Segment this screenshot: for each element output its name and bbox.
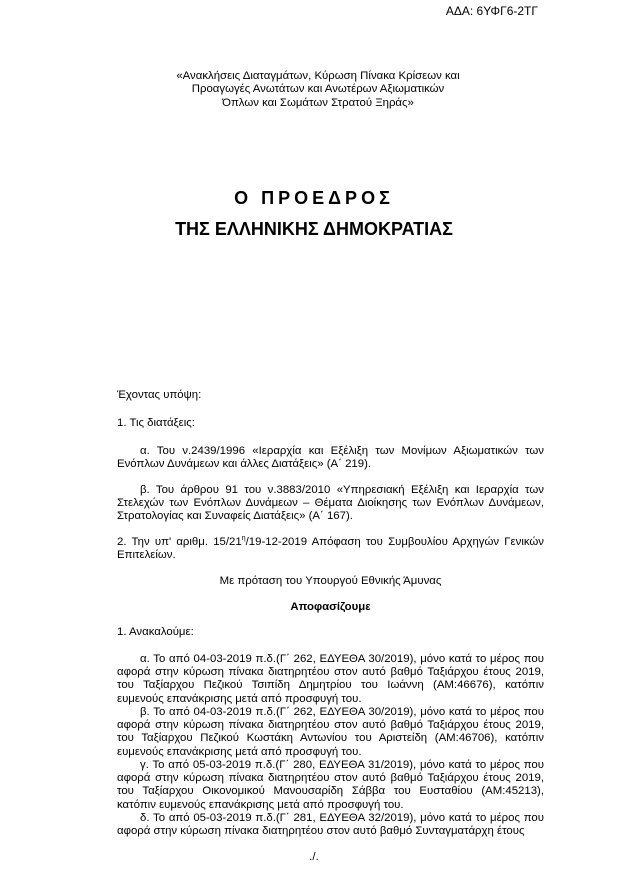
preamble-item-1b: β. Του άρθρου 91 του ν.3883/2010 «Υπηρεσιακή Εξέλιξη και Ιεραρχία των Στελεχών των Ενόπλων Δυνάμεων – Θέματα Διοίκησης των Ενόπλων Δυνάμεων, Στρατολογίας και Συναφείς Διατάξεις» (Α΄ 167). <box>117 484 544 523</box>
decision-item-c: γ. Το από 05-03-2019 π.δ.(Γ΄ 280, ΕΔΥΕΘΑ 31/2019), μόνο κατά το μέρος που αφορά στην κύρωση πίνακα διατηρητέου στον αυτό βαθμό Ταξιάρχου έτους 2019, του Ταξίαρχου Οικονομικού Μανουσαρίδη Σάββα του Ευσταθίου (ΑΜ:45213), κατόπιν ευμενούς επανάκρισης μετά από προσφυγή του. <box>117 759 544 811</box>
document-subject <box>168 70 468 110</box>
subject-line-2: Προαγωγές Ανωτάτων και Ανωτέρων Αξιωματικών <box>191 83 445 96</box>
preamble-item-2-post: /19-12-2019 Απόφαση του Συμβουλίου Αρχηγών Γενικών Επιτελείων. <box>117 536 545 562</box>
having-regard: Έχοντας υπόψη: <box>117 389 202 401</box>
proposal-line: Με πρόταση του Υπουργού Εθνικής Άμυνας <box>219 575 442 587</box>
preamble-item-1a: α. Του ν.2439/1996 «Ιεραρχία και Εξέλιξη των Μονίμων Αξιωματικών των Ενόπλων Δυνάμεων και άλλες Διατάξεις» (Α΄ 219). <box>117 445 544 471</box>
preamble-item-2-sup: η <box>241 535 246 543</box>
decision-item-a: α. Το από 04-03-2019 π.δ.(Γ΄ 262, ΕΔΥΕΘΑ 30/2019), μόνο κατά το μέρος που αφορά στην κύρωση πίνακα διατηρητέου στον αυτό βαθμό Ταξιάρχου έτους 2019, του Ταξίαρχου Πεζικού Τσιπίδη Δημητρίου του Ιωάννη (ΑΜ:46676), κατόπιν ευμενούς επανάκρισης μετά από προσφυγή του. <box>117 653 544 705</box>
decision-item-1: 1. Ανακαλούμε: <box>117 626 194 638</box>
title-president: Ο ΠΡΟΕΔΡΟΣ <box>234 188 394 208</box>
subject-line-3: Όπλων και Σωμάτων Στρατού Ξηράς» <box>222 96 414 109</box>
decision-item-d: δ. Το από 05-03-2019 π.δ.(Γ΄ 281, ΕΔΥΕΘΑ 32/2019), μόνο κατά το μέρος που αφορά στην κύρωση πίνακα διατηρητέου στον αυτό βαθμό Συνταγματάρχη έτους <box>117 812 544 838</box>
preamble-item-2 <box>117 536 544 562</box>
title-republic: ΤΗΣ ΕΛΛΗΝΙΚΗΣ ΔΗΜΟΚΡΑΤΙΑΣ <box>175 219 453 239</box>
subject-line-1: «Ανακλήσεις Διαταγμάτων, Κύρωση Πίνακα Κρίσεων και <box>176 70 460 82</box>
decision-heading: Αποφασίζουμε <box>290 601 371 613</box>
decision-item-b: β. Το από 04-03-2019 π.δ.(Γ΄ 262, ΕΔΥΕΘΑ 30/2019), μόνο κατά το μέρος που αφορά στην κύρωση πίνακα διατηρητέου στον αυτό βαθμό Ταξιάρχου έτους 2019, του Ταξίαρχου Πεζικού Κωστάκη Αντωνίου του Αριστείδη (ΑΜ:46706), κατόπιν ευμενούς επανάκρισης μετά από προσφυγή του. <box>117 706 544 758</box>
ada-code: ΑΔΑ: 6ΥΦΓ6-2ΤΓ <box>445 4 538 18</box>
continuation-mark: ./. <box>309 851 319 863</box>
preamble-item-2-pre: 2. Την υπ' αριθμ. 15/21 <box>117 536 242 548</box>
preamble-item-1: 1. Τις διατάξεις: <box>117 417 195 429</box>
